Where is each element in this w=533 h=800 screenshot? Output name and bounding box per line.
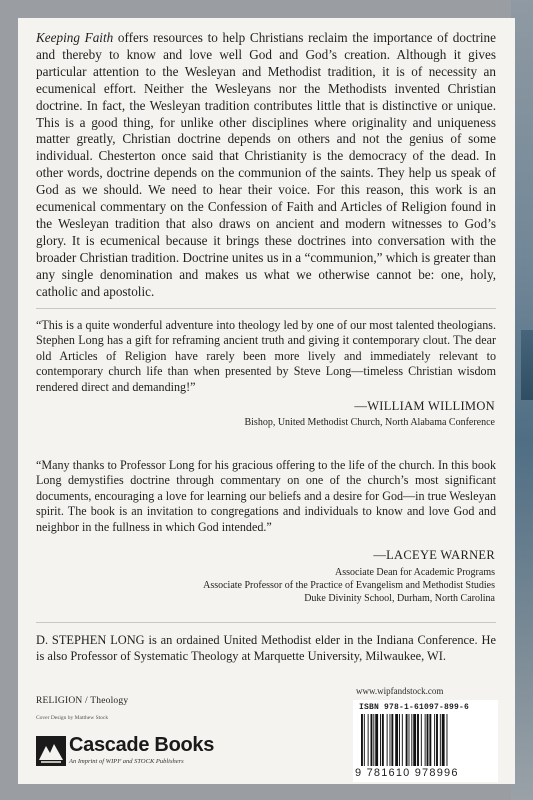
- barcode-bar: [387, 714, 388, 766]
- subject-category: RELIGION / Theology: [36, 696, 129, 706]
- publisher-website: www.wipfandstock.com: [356, 686, 444, 696]
- barcode-bar: [411, 714, 412, 766]
- barcode-bar: [373, 714, 374, 766]
- barcode-bar: [399, 714, 400, 766]
- endorser-title-2c: Duke Divinity School, Durham, North Carolina: [304, 593, 495, 604]
- barcode-digits: 9 781610 978996: [355, 767, 459, 779]
- barcode-bar: [442, 714, 445, 766]
- isbn-label: ISBN 978-1-61097-899-6: [359, 703, 470, 712]
- barcode-bar: [402, 714, 403, 766]
- endorser-name-2: —LACEYE WARNER: [373, 548, 495, 562]
- book-description: [36, 30, 496, 301]
- barcode-bar: [413, 714, 416, 766]
- barcode-bar: [361, 714, 363, 766]
- endorser-name-1: —WILLIAM WILLIMON: [354, 399, 495, 413]
- barcode-bar: [427, 714, 429, 766]
- barcode-bar: [391, 714, 393, 766]
- barcode-bar: [409, 714, 410, 766]
- barcode-bar: [375, 714, 378, 766]
- barcode-bar: [425, 714, 426, 766]
- barcode-bar: [440, 714, 441, 766]
- barcode-bar: [417, 714, 419, 766]
- barcode-bar: [395, 714, 398, 766]
- publisher-name: Cascade Books: [69, 734, 215, 756]
- barcode-bars: [359, 714, 492, 766]
- publisher-tagline: An Imprint of WIPF and STOCK Publishers: [69, 758, 184, 765]
- publisher-logo: [36, 732, 236, 772]
- cascade-logo-icon: [36, 736, 66, 766]
- barcode-bar: [429, 714, 431, 766]
- book-title-italic: Keeping Faith: [36, 30, 114, 45]
- cover-design-credit: Cover Design by Matthew Stock: [36, 715, 109, 721]
- endorser-title-2b: Associate Professor of the Practice of Evangelism and Methodist Studies: [203, 580, 495, 591]
- endorsement-quote-2: “Many thanks to Professor Long for his gracious offering to the life of the church. In this book Long demystifies doctrine through commentary on one of the church’s most significant documents, encouraging a love for learning our beliefs and a desire for God—in true Wesleyan spirit. The book is an invitation to congregations and individuals to know and love God and neighbor in the fullness in which God intended.”: [36, 458, 496, 534]
- cover-image-sea: [521, 330, 533, 400]
- section-divider: [36, 308, 496, 309]
- barcode-bar: [436, 714, 438, 766]
- barcode-bar: [434, 714, 435, 766]
- author-bio: D. STEPHEN LONG is an ordained United Methodist elder in the Indiana Conference. He is also Professor of Systematic Theology at Marquette University, Milwaukee, WI.: [36, 633, 496, 663]
- barcode-bar: [371, 714, 373, 766]
- barcode-bar: [390, 714, 391, 766]
- barcode-bar: [447, 714, 448, 766]
- barcode-bar: [368, 714, 369, 766]
- endorsement-quote-1: “This is a quite wonderful adventure into theology led by one of our most talented theologians. Stephen Long has a gift for reframing ancient truth and giving it contemporary clout. The dear old Articles of Religion have rarely been more lively and immediately relevant to contemporary church life than when presented by Steve Long—timeless Christian wisdom rendered direct and demanding!”: [36, 318, 496, 394]
- barcode-bar: [406, 714, 408, 766]
- barcode-bar: [382, 714, 384, 766]
- barcode-bar: [380, 714, 381, 766]
- barcode-bar: [421, 714, 422, 766]
- book-description-text: offers resources to help Christians reclaim the importance of doctrine and thereby to know and love well God and God’s creation. Although it gives particular attention to the Wesleyan and Methodist tradition, it is of necessity an ecumenical effort. Neither the Wesleyans nor the Methodists invented Christian doctrine. In fact, the Wesleyan tradition contributes little that is distinctive or unique. This is a good thing, for unlike other disciplines where originality and uniqueness matter greatly, Christian doctrine depends on others and not the genius of some individual. Chesterton once said that Christianity is the democracy of the dead. In other words, doctrine depends on the communion of the saints. They help us speak of God as we should. We need to hear their voice. For this reason, this work is an ecumenical commentary on the Confession of Faith and Articles of Religion found in the Wesleyan tradition that also draws on ancient and modern witnesses to God’s glory. It is ecumenical because it brings these doctrines into conversation with the broader Christian tradition. Doctrine unites us in a “communion,” which is greater than any single denomination and makes us what we otherwise cannot be: one, holy, catholic and apostolic.: [36, 30, 496, 299]
- section-divider: [36, 622, 496, 623]
- barcode-bar: [364, 714, 365, 766]
- back-cover-panel: [18, 18, 515, 784]
- isbn-barcode: [353, 700, 498, 782]
- endorser-title-2a: Associate Dean for Academic Programs: [335, 567, 495, 578]
- endorser-title-1: Bishop, United Methodist Church, North Alabama Conference: [244, 417, 495, 428]
